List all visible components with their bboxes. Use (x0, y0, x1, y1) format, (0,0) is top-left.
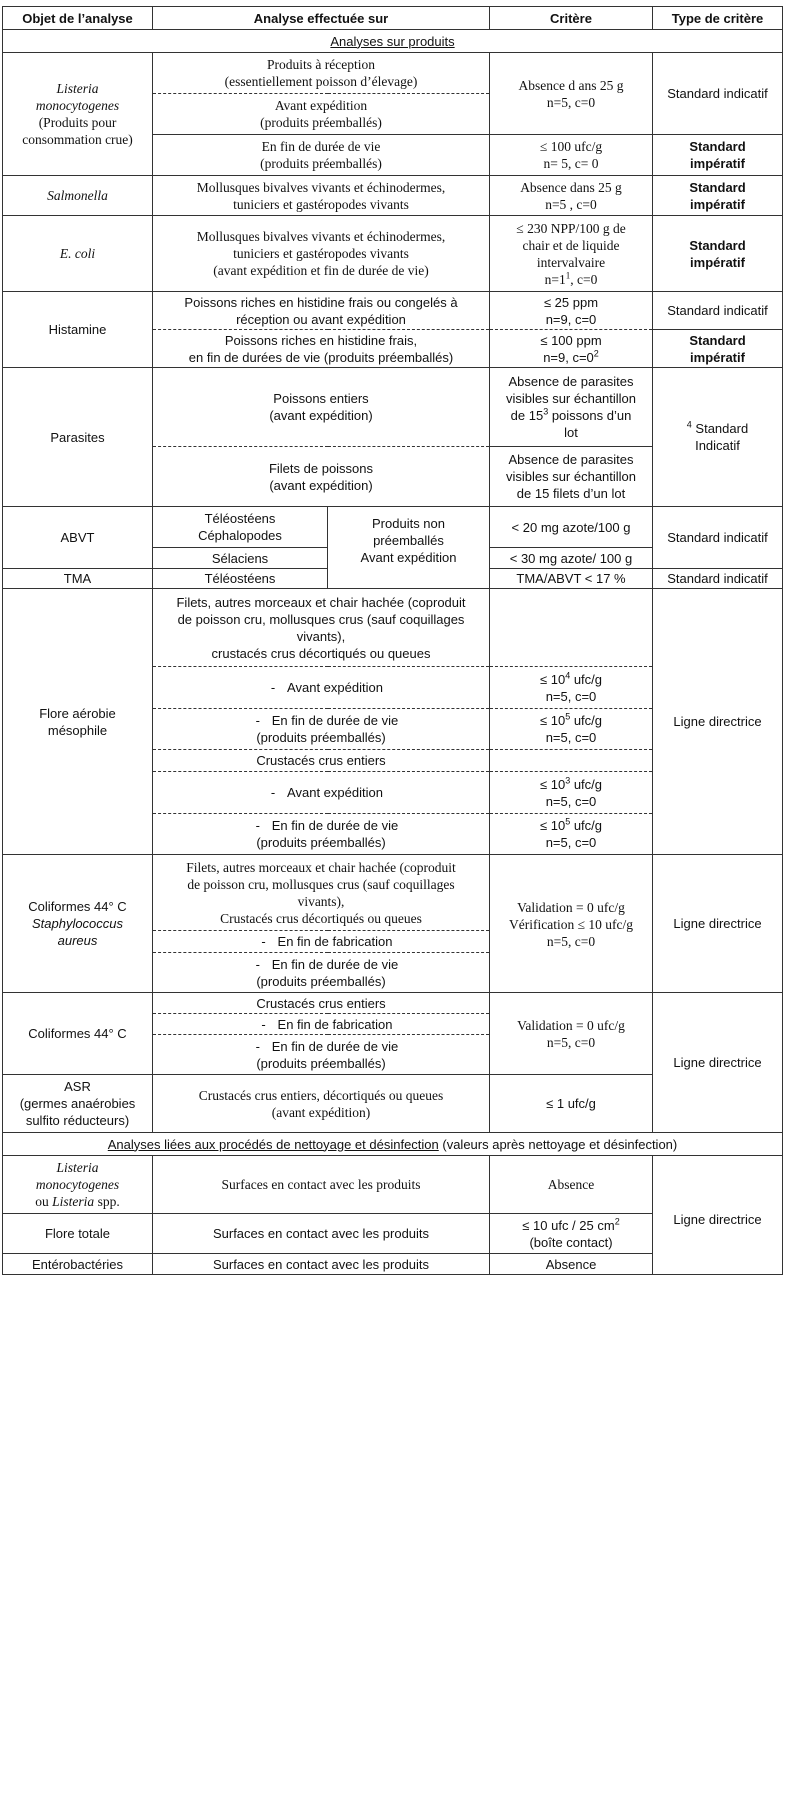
text-line: de poisson cru, mollusques crus (sauf coquillages (177, 611, 465, 627)
text-line: (avant expédition et fin de durée de vie) (213, 263, 429, 278)
text-line: Flore aérobie (39, 705, 116, 721)
listeria-analysis-end-of-life (153, 135, 490, 176)
text-line: n=5, c=0 (546, 1034, 596, 1050)
text-line: Avant expédition (360, 550, 457, 565)
footnote-mark: 1 (565, 270, 571, 280)
section-cleaning-title: Analyses liées aux procédés de nettoyage et désinfection (107, 1136, 439, 1152)
text-line: Produits à réception (267, 57, 375, 72)
abvt-tma-condition (328, 507, 490, 589)
exponent: 5 (565, 816, 571, 827)
text-line: Vérification ≤ 10 ufc/g (509, 917, 633, 932)
text-line: Coliformes 44° C (28, 899, 127, 914)
text-line: Crustacés crus entiers, décortiqués ou queues (198, 1087, 444, 1103)
parasites-analysis-whole-fish (153, 368, 490, 447)
flore-fillets-end-of-life (153, 709, 490, 750)
text-line: En fin de durée de vie (261, 139, 381, 154)
histamine-type-indicative: Standard indicatif (653, 292, 783, 330)
surface-listeria-object (3, 1156, 153, 1214)
listeria-note: (Produits pour consommation crue) (22, 115, 133, 147)
text-line: Produits non (372, 516, 445, 531)
text-line: de poisson cru, mollusques crus (sauf coquillages (187, 876, 455, 892)
text-line: Avant expédition (274, 98, 368, 113)
text-line: impératif (690, 156, 745, 171)
surface-entero-analysis: Surfaces en contact avec les produits (153, 1254, 490, 1275)
histamine-criterion-25 (490, 292, 653, 330)
text-line: ≤ 10 (539, 776, 566, 792)
text-line: En fin de durée de vie (271, 1038, 399, 1054)
text-line: Filets de poissons (268, 460, 374, 476)
text-line: ≤ 10 (539, 713, 566, 728)
flore-type: Ligne directrice (653, 589, 783, 855)
text-line: ou (35, 1194, 53, 1209)
text-line: Listeria (52, 1194, 95, 1209)
coli-staph-end-of-life (153, 953, 490, 993)
tma-type: Standard indicatif (653, 569, 783, 589)
text-line: (boîte contact) (529, 1234, 613, 1250)
text-line: Avant expédition (287, 680, 383, 695)
coli44-asr-type: Ligne directrice (653, 993, 783, 1133)
text-line: Absence de parasites (508, 374, 634, 389)
surfaces-type: Ligne directrice (653, 1156, 783, 1275)
text-line: Filets, autres morceaux et chair hachée (coproduit (176, 594, 466, 610)
listeria-criterion-absence (490, 53, 653, 135)
text-line: (produits préemballés) (256, 835, 386, 850)
histamine-criterion-100 (490, 330, 653, 368)
parasites-criterion-whole-fish (490, 368, 653, 447)
salmonella-type (653, 176, 783, 216)
text-line: ufc/g (570, 818, 603, 833)
salmonella-object: Salmonella (3, 176, 153, 216)
coli-staph-type: Ligne directrice (653, 855, 783, 993)
flore-criterion-r1 (490, 667, 653, 709)
text-line: n= 5, c= 0 (543, 156, 599, 171)
text-line: en fin de durées de vie (produits préemballés) (188, 349, 454, 365)
text-line: impératif (690, 196, 745, 212)
text-line: n=9, c=0 (543, 349, 594, 365)
surface-flore-analysis: Surfaces en contact avec les produits (153, 1214, 490, 1254)
flore-empty-criterion-2 (490, 750, 653, 772)
text-line: En fin de fabrication (277, 1016, 393, 1032)
text-line: impératif (690, 349, 745, 365)
list-dash: - (261, 934, 266, 949)
parasites-type (653, 368, 783, 507)
flore-group-fillets (153, 589, 490, 667)
text-line: de 15 filets d’un lot (516, 486, 626, 501)
table-row (3, 368, 783, 447)
text-line: tuniciers et gastéropodes vivants (233, 196, 409, 212)
table-row (3, 176, 783, 216)
section-products-title: Analyses sur produits (330, 33, 455, 49)
list-dash: - (255, 713, 260, 728)
coli-staph-group (153, 855, 490, 931)
table-row (3, 292, 783, 330)
text-line: ≤ 10 ufc / 25 cm (522, 1217, 615, 1233)
text-line: Crustacés crus décortiqués ou queues (220, 910, 422, 926)
text-line: n=5, c=0 (545, 730, 597, 745)
text-line: En fin de fabrication (277, 934, 393, 949)
text-line: Téléostéens (204, 511, 276, 526)
coli44-end-of-manufacturing (153, 1014, 490, 1035)
surface-listeria-criterion: Absence (490, 1156, 653, 1214)
ecoli-criterion (490, 216, 653, 292)
text-line: n=5, c=0 (545, 793, 597, 809)
text-line: lot (564, 425, 578, 440)
text-line: visibles sur échantillon (505, 469, 637, 484)
tma-object: TMA (3, 569, 153, 589)
text-line: vivants), (297, 893, 345, 909)
histamine-analysis-end-of-life (153, 330, 490, 368)
table-row (3, 216, 783, 292)
text-line: ufc/g (570, 776, 603, 792)
table-row (3, 1156, 783, 1214)
text-line: n=5 , c=0 (545, 196, 597, 212)
text-line: Poissons entiers (273, 391, 369, 406)
text-line: intervalvaire (536, 254, 606, 270)
asr-analysis (153, 1075, 490, 1133)
text-line: En fin de durée de vie (271, 818, 399, 833)
text-line: ufc/g (570, 713, 603, 728)
text-line: n=5, c=0 (546, 934, 596, 949)
listeria-criterion-100 (490, 135, 653, 176)
coli44-group: Crustacés crus entiers (153, 993, 490, 1014)
list-dash: - (255, 818, 260, 833)
text-line: Absence de parasites (508, 452, 634, 467)
abvt-criterion-30: < 30 mg azote/ 100 g (490, 548, 653, 569)
table-row (3, 993, 783, 1014)
surface-entero-object: Entérobactéries (3, 1254, 153, 1275)
section-cleaning (3, 1133, 783, 1156)
coli44-end-of-life (153, 1035, 490, 1075)
tma-species: Téléostéens (153, 569, 328, 589)
exponent: 5 (565, 711, 571, 722)
text-line: n=1 (544, 271, 566, 287)
histamine-analysis-reception (153, 292, 490, 330)
section-row-products (3, 30, 783, 53)
text-line: monocytogenes (35, 1177, 120, 1192)
criteria-table (2, 6, 783, 1275)
text-line: visibles sur échantillon (505, 391, 637, 406)
footnote-mark: 3 (543, 406, 549, 417)
abvt-object: ABVT (3, 507, 153, 569)
header-row (3, 7, 783, 30)
section-products (3, 30, 783, 53)
surface-entero-criterion: Absence (490, 1254, 653, 1275)
parasites-object: Parasites (3, 368, 153, 507)
text-line: Poissons riches en histidine frais, (224, 332, 418, 348)
salmonella-criterion (490, 176, 653, 216)
flore-crustaceans-before-expedition (153, 772, 490, 814)
parasites-analysis-fillets (153, 447, 490, 507)
text-line: ≤ 25 ppm (543, 294, 599, 310)
text-line: n=5, c=0 (545, 688, 597, 704)
tma-criterion: TMA/ABVT < 17 % (490, 569, 653, 589)
text-line: sulfito réducteurs) (25, 1113, 130, 1128)
header-type: Type de critère (653, 7, 783, 30)
listeria-type-imperative (653, 135, 783, 176)
listeria-name: Listeria monocytogenes (35, 81, 120, 113)
text-line: spp. (94, 1194, 120, 1209)
text-line: ≤ 100 ppm (540, 332, 602, 348)
coli44-object: Coliformes 44° C (3, 993, 153, 1075)
text-line: (avant expédition) (269, 477, 373, 493)
flore-crustaceans-end-of-life (153, 814, 490, 855)
ecoli-object: E. coli (3, 216, 153, 292)
text-line: (produits préemballés) (260, 115, 382, 130)
listeria-object (3, 53, 153, 176)
coli-staph-criterion (490, 855, 653, 993)
text-line: Standard (689, 179, 746, 195)
list-dash: - (255, 1038, 260, 1054)
surface-flore-criterion (490, 1214, 653, 1254)
text-line: ≤ 230 NPP/100 g de (516, 220, 626, 236)
asr-criterion: ≤ 1 ufc/g (490, 1075, 653, 1133)
text-line: Absence dans 25 g (520, 179, 622, 195)
listeria-analysis-reception (153, 53, 490, 94)
text-line: ASR (64, 1079, 91, 1094)
text-line: impératif (690, 254, 745, 270)
flore-empty-criterion (490, 589, 653, 667)
flore-fillets-before-expedition (153, 667, 490, 709)
list-dash: - (261, 1016, 266, 1032)
flore-criterion-r2 (490, 709, 653, 750)
text-line: poissons d’un (548, 408, 632, 423)
text-line: Validation = 0 ufc/g (517, 900, 625, 915)
coli-staph-object (3, 855, 153, 993)
header-criterion: Critère (490, 7, 653, 30)
abvt-species-selachians: Sélaciens (153, 548, 328, 569)
flore-criterion-r4 (490, 814, 653, 855)
table-row (3, 507, 783, 548)
salmonella-analysis (153, 176, 490, 216)
header-analysis: Analyse effectuée sur (153, 7, 490, 30)
text-line: n=9, c=0 (545, 311, 597, 327)
text-line: Absence d ans 25 g (518, 77, 624, 93)
text-line: Standard (689, 139, 746, 154)
text-line: préemballés (373, 533, 444, 548)
text-line: (avant expédition) (271, 1104, 371, 1120)
text-line: Céphalopodes (198, 528, 282, 543)
text-line: (produits préemballés) (256, 973, 386, 989)
text-line: Standard (689, 332, 746, 348)
text-line: Mollusques bivalves vivants et échinodermes, (196, 179, 446, 195)
text-line: mésophile (47, 722, 108, 738)
text-line: (essentiellement poisson d’élevage) (224, 74, 418, 89)
section-row-cleaning (3, 1133, 783, 1156)
text-line: de 15 (510, 408, 544, 423)
text-line: ≤ 10 (539, 671, 566, 687)
text-line: aureus (57, 933, 98, 948)
ecoli-analysis (153, 216, 490, 292)
text-line: (produits préemballés) (256, 730, 386, 745)
text-line: , c=0 (570, 271, 598, 287)
header-object: Objet de l’analyse (3, 7, 153, 30)
listeria-analysis-expedition (153, 94, 490, 135)
ecoli-type (653, 216, 783, 292)
text-line: Validation = 0 ufc/g (517, 1017, 625, 1033)
histamine-object: Histamine (3, 292, 153, 368)
text-line: ≤ 10 (539, 818, 566, 833)
list-dash: - (270, 680, 276, 695)
text-line: Filets, autres morceaux et chair hachée (coproduit (186, 859, 456, 875)
section-cleaning-note: (valeurs après nettoyage et désinfection) (438, 1136, 678, 1152)
text-line: (avant expédition) (269, 408, 373, 423)
exponent: 4 (565, 670, 571, 681)
text-line: crustacés crus décortiqués ou queues (211, 645, 431, 661)
text-line: Staphylococcus (31, 916, 124, 931)
table-row (3, 589, 783, 667)
text-line: Standard (689, 237, 746, 253)
text-line: Mollusques bivalves vivants et échinodermes, (196, 229, 446, 244)
text-line: (germes anaérobies (19, 1096, 136, 1111)
text-line: n=5, c=0 (546, 94, 596, 110)
text-line: n=5, c=0 (545, 835, 597, 850)
text-line: (produits préemballés) (256, 1055, 386, 1071)
text-line: ≤ 100 ufc/g (539, 139, 603, 154)
listeria-type-indicative: Standard indicatif (653, 53, 783, 135)
text-line: vivants), (296, 628, 346, 644)
text-line: réception ou avant expédition (236, 311, 406, 327)
text-line: En fin de durée de vie (271, 713, 399, 728)
footnote-mark: 2 (593, 348, 599, 359)
table-row (3, 53, 783, 94)
asr-object (3, 1075, 153, 1133)
flore-group-whole-crustaceans: Crustacés crus entiers (153, 750, 490, 772)
text-line: (produits préemballés) (260, 156, 382, 171)
text-line: Poissons riches en histidine frais ou congelés à (184, 294, 458, 310)
coli-staph-end-of-manufacturing (153, 931, 490, 953)
coli44-criterion (490, 993, 653, 1075)
text-line: tuniciers et gastéropodes vivants (233, 246, 409, 261)
flore-criterion-r3 (490, 772, 653, 814)
text-line: Standard (691, 421, 749, 436)
text-line: Avant expédition (287, 785, 383, 800)
text-line: Listeria (56, 1160, 99, 1175)
text-line: En fin de durée de vie (271, 956, 399, 972)
abvt-criterion-20: < 20 mg azote/100 g (490, 507, 653, 548)
footnote-mark: 4 (686, 419, 692, 430)
abvt-type: Standard indicatif (653, 507, 783, 569)
histamine-type-imperative (653, 330, 783, 368)
list-dash: - (255, 956, 260, 972)
exponent: 3 (565, 775, 571, 786)
surface-listeria-analysis: Surfaces en contact avec les produits (153, 1156, 490, 1214)
exponent: 2 (614, 1216, 620, 1227)
list-dash: - (270, 785, 276, 800)
text-line: ufc/g (570, 671, 603, 687)
flore-object (3, 589, 153, 855)
surface-flore-object: Flore totale (3, 1214, 153, 1254)
table-row (3, 855, 783, 931)
text-line: Indicatif (695, 438, 740, 453)
parasites-criterion-fillets (490, 447, 653, 507)
text-line: chair et de liquide (522, 237, 620, 253)
abvt-species-teleosts (153, 507, 328, 548)
